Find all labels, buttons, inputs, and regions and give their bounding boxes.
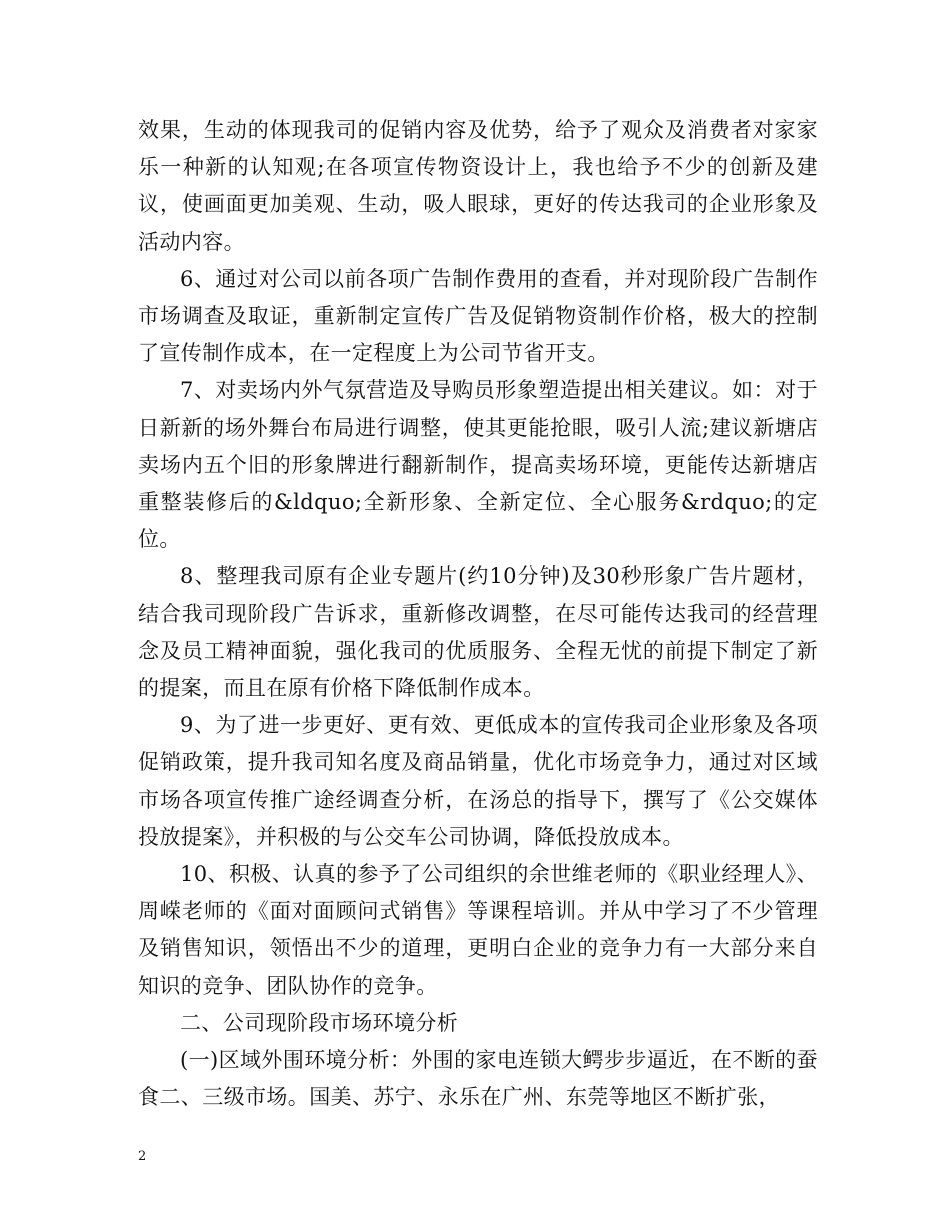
paragraph-item-7: 7、对卖场内外气氛营造及导购员形象塑造提出相关建议。如：对于日新新的场外舞台布局进行调整，使其更能抢眼，吸引人流;建议新塘店卖场内五个旧的形象牌进行翻新制作，提高卖场环境，更能传达新塘店重整装修后的&ldquo;全新形象、全新定位、全心服务&rdquo;的定位。 — [138, 378, 818, 552]
paragraph-continuation: 效果，生动的体现我司的促销内容及优势，给予了观众及消费者对家家乐一种新的认知观;在各项宣传物资设计上，我也给予不少的创新及建议，使画面更加美观、生动，吸人眼球，更好的传达我司的企业形象及活动内容。 — [138, 118, 818, 254]
paragraph-item-8: 8、整理我司原有企业专题片(约10分钟)及30秒形象广告片题材，结合我司现阶段广告诉求，重新修改调整，在尽可能传达我司的经营理念及员工精神面貌，强化我司的优质服务、全程无忧的前提下制定了新的提案，而且在原有价格下降低制作成本。 — [138, 564, 818, 701]
paragraph-item-10: 10、积极、认真的参予了公司组织的余世维老师的《职业经理人》、周嵘老师的《面对面顾问式销售》等课程培训。并从中学习了不少管理及销售知识，领悟出不少的道理，更明白企业的竞争力有一大部分来自知识的竞争、团队协作的竞争。 — [138, 862, 818, 998]
section-heading: 二、公司现阶段市场环境分析 — [180, 1010, 459, 1035]
page-number: 2 — [138, 1149, 147, 1164]
document-body — [138, 112, 818, 1116]
paragraph-subsection-1: (一)区域外围环境分析：外围的家电连锁大鳄步步逼近，在不断的蚕食二、三级市场。国美、苏宁、永乐在广州、东莞等地区不断扩张， — [138, 1048, 818, 1110]
paragraph-item-6: 6、通过对公司以前各项广告制作费用的查看，并对现阶段广告制作市场调查及取证，重新制定宣传广告及促销物资制作价格，极大的控制了宣传制作成本，在一定程度上为公司节省开支。 — [138, 266, 818, 366]
paragraph-item-9: 9、为了进一步更好、更有效、更低成本的宣传我司企业形象及各项促销政策，提升我司知名度及商品销量，优化市场竞争力，通过对区域市场各项宣传推广途经调查分析，在汤总的指导下，撰写了《公交媒体投放提案》，并积极的与公交车公司协调，降低投放成本。 — [138, 713, 818, 849]
